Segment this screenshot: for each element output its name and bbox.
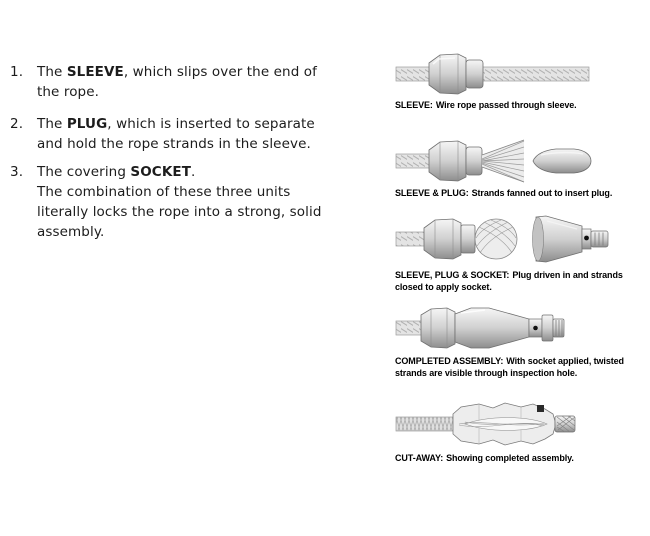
caption-text: Showing completed assembly. bbox=[446, 453, 574, 463]
figure-caption bbox=[395, 270, 647, 293]
sleeve-illustration bbox=[395, 52, 590, 96]
item-text-pre: The bbox=[37, 64, 67, 80]
item-text-pre: The covering bbox=[37, 164, 131, 180]
sleeve-plug-socket-illustration bbox=[395, 212, 615, 266]
item-number: 1. bbox=[10, 64, 24, 80]
item-text bbox=[37, 114, 339, 154]
sleeve-plug-illustration bbox=[395, 138, 593, 184]
figure-column bbox=[395, 52, 650, 465]
cutaway-notch bbox=[537, 405, 544, 412]
item-number: 2. bbox=[10, 116, 24, 132]
item-text bbox=[37, 162, 339, 242]
caption-label: SLEEVE & PLUG: bbox=[395, 187, 469, 198]
instruction-list bbox=[10, 62, 355, 242]
item-text-pre: The bbox=[37, 116, 67, 132]
caption-text: Strands fanned out to insert plug. bbox=[471, 187, 613, 198]
keyword-sleeve: SLEEVE bbox=[66, 64, 124, 80]
instruction-item-plug bbox=[10, 114, 355, 154]
item-text-line1 bbox=[37, 162, 339, 182]
figure-caption bbox=[395, 188, 647, 200]
caption-text: Wire rope passed through sleeve. bbox=[435, 100, 577, 110]
instruction-item-sleeve bbox=[10, 62, 355, 102]
figure-sleeve bbox=[395, 52, 650, 112]
caption-text: Plug driven in and strands closed to apply socket. bbox=[395, 270, 623, 292]
figure-sleeve-plug-socket bbox=[395, 212, 650, 293]
keyword-socket: SOCKET bbox=[130, 164, 192, 180]
caption-label: SLEEVE, PLUG & SOCKET: bbox=[395, 270, 510, 280]
item-text-post: , which slips over the end of the rope. bbox=[37, 64, 317, 100]
item-text-extra: The combination of these three units literally locks the rope into a strong, solid assembly. bbox=[37, 184, 322, 240]
keyword-plug: PLUG bbox=[66, 116, 108, 132]
completed-assembly-illustration bbox=[395, 304, 565, 352]
item-number: 3. bbox=[10, 164, 24, 180]
figure-sleeve-plug bbox=[395, 138, 650, 200]
item-text bbox=[37, 62, 339, 102]
figure-caption bbox=[395, 356, 647, 379]
caption-label: CUT-AWAY: bbox=[395, 453, 444, 463]
instruction-item-socket bbox=[10, 162, 355, 242]
inspection-hole bbox=[533, 326, 538, 331]
figure-caption bbox=[395, 100, 647, 112]
cut-away-illustration bbox=[395, 399, 590, 449]
item-text-post: . bbox=[191, 164, 196, 180]
inspection-hole bbox=[584, 236, 589, 241]
item-text-post: , which is inserted to separate and hold the rope strands in the sleeve. bbox=[37, 116, 315, 152]
figure-completed-assembly bbox=[395, 304, 650, 379]
caption-text: With socket applied, twisted strands are visible through inspection hole. bbox=[395, 356, 624, 378]
figure-cut-away bbox=[395, 399, 650, 465]
caption-label: SLEEVE: bbox=[395, 100, 433, 110]
figure-caption bbox=[395, 453, 647, 465]
caption-label: COMPLETED ASSEMBLY: bbox=[395, 356, 504, 366]
